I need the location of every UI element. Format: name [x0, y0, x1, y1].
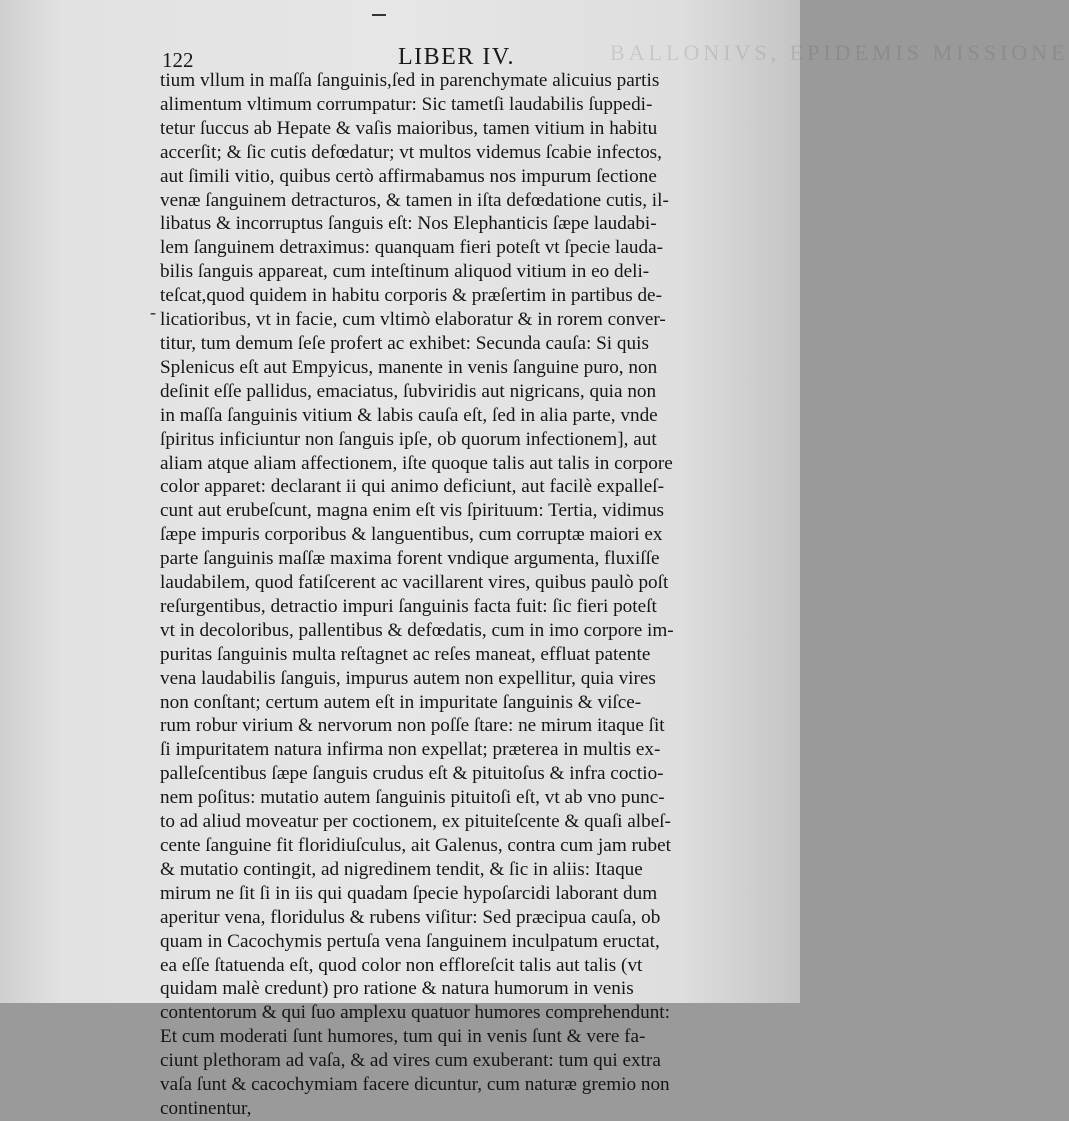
text-line: ea eſſe ſtatuenda eſt, quod color non effloreſcit talis aut talis (vt: [160, 954, 643, 976]
text-line: vaſa ſunt & cacochymiam facere dicuntur, cum naturæ gremio non: [160, 1074, 670, 1096]
body-text: [160, 69, 785, 1121]
text-line: color apparet: declarant ii qui animo deficiunt, aut facilè expalleſ-: [160, 476, 664, 498]
text-line: tetur ſuccus ab Hepate & vaſis maioribus, tamen vitium in habitu: [160, 117, 658, 139]
text-line: parte ſanguinis maſſæ maxima forent vndique argumenta, fluxiſſe: [160, 548, 660, 570]
text-line: teſcat,quod quidem in habitu corporis & præſertim in partibus de-: [160, 285, 662, 307]
text-line: libatus & incorruptus ſanguis eſt: Nos Elephanticis ſæpe laudabi-: [160, 213, 657, 235]
text-line: continentur,: [160, 1097, 252, 1119]
text-line: tium vllum in maſſa ſanguinis,ſed in parenchymate alicuius partis: [160, 70, 660, 91]
text-line: titur, tum demum ſeſe profert ac exhibet: Secunda cauſa: Si quis: [160, 332, 649, 354]
text-line: laudabilem, quod fatiſcerent ac vacillarent vires, quibus paulò poſt: [160, 572, 669, 594]
text-line: licatioribus, vt in facie, cum vltimò elaboratur & in rorem conver-: [160, 309, 666, 331]
text-line: cunt aut erubeſcunt, magna enim eſt vis ſpirituum: Tertia, vidimus: [160, 500, 664, 522]
text-line: cente ſanguine fit floridiuſculus, ait Galenus, contra cum jam rubet: [160, 835, 671, 856]
text-line: ſi impuritatem natura infirma non expellat; præterea in multis ex-: [160, 739, 661, 761]
text-line: ciunt plethoram ad vaſa, & ad vires cum exuberant: tum qui extra: [160, 1050, 661, 1072]
text-line: venæ ſanguinem detracturos, & tamen in iſta defœdatione cutis, il-: [160, 189, 669, 211]
text-line: nem poſitus: mutatio autem ſanguinis pituitoſi eſt, vt ab vno punc-: [160, 787, 665, 809]
text-line: aut ſimili vitio, quibus certò affirmabamus nos impurum ſectione: [160, 165, 657, 187]
text-line: quidam malè credunt) pro ratione & natura humorum in venis: [160, 978, 634, 1000]
margin-dash: -: [150, 302, 156, 322]
text-line: quam in Cacochymis pertuſa vena ſanguinem inculpatum eructat,: [160, 930, 660, 952]
text-line: deſinit eſſe pallidus, emaciatus, ſubviridis aut nigricans, quia non: [160, 380, 657, 402]
text-line: Splenicus eſt aut Empyicus, manente in venis ſanguine puro, non: [160, 356, 658, 378]
text-line: ſpiritus inficiuntur non ſanguis ipſe, ob quorum infectionem], aut: [160, 428, 657, 450]
text-line: palleſcentibus ſæpe ſanguis crudus eſt & pituitoſus & infra coctio-: [160, 763, 664, 785]
text-line: non conſtant; certum autem eſt in impuritate ſanguinis & viſce-: [160, 691, 642, 713]
text-line: vt in decoloribus, pallentibus & defœdatis, cum in imo corpore im-: [160, 619, 674, 641]
text-line: alimentum vltimum corrumpatur: Sic tametſi laudabilis ſuppedi-: [160, 93, 653, 115]
text-line: reſurgentibus, detractio impuri ſanguinis facta fuit: ſic fieri poteſt: [160, 595, 657, 617]
text-line: & mutatio contingit, ad nigredinem tendit, & ſic in aliis: Itaque: [160, 858, 643, 880]
text-line: puritas ſanguinis multa reſtagnet ac reſes maneat, effluat patente: [160, 643, 651, 665]
page-number: 122: [162, 48, 194, 72]
text-line: in maſſa ſanguinis vitium & labis cauſa eſt, ſed in alia parte, vnde: [160, 404, 658, 426]
text-line: rum robur virium & nervorum non poſſe ſtare: ne mirum itaque ſit: [160, 715, 665, 737]
text-line: contentorum & qui ſuo amplexu quatuor humores comprehendunt:: [160, 1002, 670, 1024]
printer-mark: [372, 14, 386, 16]
text-line: mirum ne ſit ſi in iis qui quadam ſpecie hypoſarcidi laborant dum: [160, 882, 658, 904]
text-line: aliam atque aliam affectionem, iſte quoque talis aut talis in corpore: [160, 452, 673, 474]
show-through-text: BALLONIVS, EPIDEMIS MISSIONE: [610, 40, 1069, 65]
text-line: ſæpe impuris corporibus & languentibus, cum corruptæ maiori ex: [160, 524, 663, 546]
text-line: Et cum moderati ſunt humores, tum qui in venis ſunt & vere fa-: [160, 1026, 646, 1048]
text-line: to ad aliud moveatur per coctionem, ex pituiteſcente & quaſi albeſ-: [160, 811, 671, 833]
running-head: LIBER IV.: [398, 44, 516, 70]
text-line: vena laudabilis ſanguis, impurus autem non expellitur, quia vires: [160, 667, 656, 689]
text-line: lem ſanguinem detraximus: quanquam fieri poteſt vt ſpecie lauda-: [160, 237, 663, 259]
text-line: bilis ſanguis appareat, cum inteſtinum aliquod vitium in eo deli-: [160, 261, 650, 283]
text-line: aperitur vena, floridulus & rubens viſitur: Sed præcipua cauſa, ob: [160, 906, 661, 928]
text-line: accerſit; & ſic cutis defœdatur; vt multos videmus ſcabie infectos,: [160, 141, 662, 163]
